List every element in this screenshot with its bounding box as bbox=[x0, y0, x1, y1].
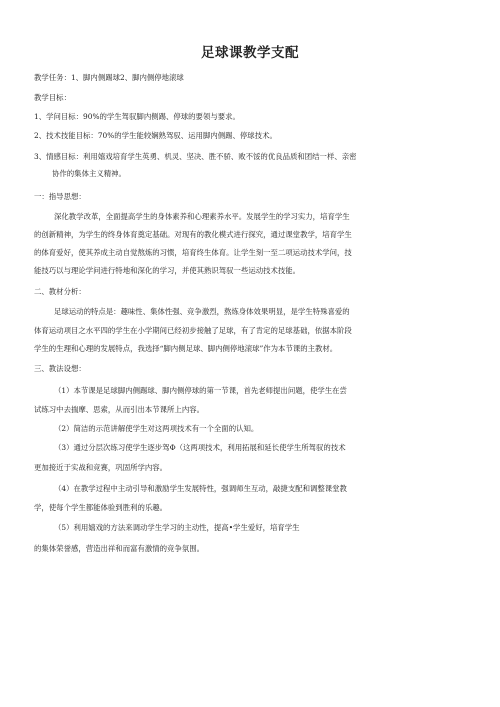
skill-goal: 2、技术技能目标：70%的学生能较娴熟驾驭、运用脚内侧踢、停球技术。 bbox=[34, 131, 277, 140]
material-line-3: 学生的生理和心理的发展特点，我选择“脚内侧足球、脚内侧停地滚球”作为本节课的主教材。 bbox=[34, 344, 338, 353]
emotion-goal-cont: 协作的集体主义精神。 bbox=[52, 169, 126, 178]
guiding-line-1: 深化教学改革，全面提高学生的身体素养和心理素养水平。发展学生的学习实力，培育学生 bbox=[54, 212, 350, 221]
section-method-idea: 三、教法设想： bbox=[34, 364, 86, 373]
method-2: （2）简洁的示范讲解使学生对这两项技术有一个全面的认知。 bbox=[54, 424, 259, 433]
method-5-line-2: 的集体荣誉感，营造出祥和而富有激情的竞争氛围。 bbox=[34, 544, 204, 553]
material-line-2: 体育运动项目之水平四的学生在小学期间已经初步接触了足球，有了肯定的足球基础，依据本阶段 bbox=[34, 326, 352, 335]
guiding-line-2: 的创新精神，为学生的终身体育奠定基础。对现有的教化模式进行探究，通过课堂教学，培育学生 bbox=[34, 230, 352, 239]
guiding-line-3: 的体育爱好，使其养成主动自觉熬炼的习惯，培育终生体育。让学生刻一至二项运动技术学问，技 bbox=[34, 248, 352, 257]
guiding-line-4: 能技巧以与理论学问进行特地和深化的学习，并使其熟识驾驭一些运动技术技能。 bbox=[34, 266, 301, 275]
teaching-goals-heading: 教学目标： bbox=[34, 93, 71, 102]
section-guiding-idea: 一：指导思想： bbox=[34, 192, 86, 201]
knowledge-goal: 1、学问目标：90%的学生驾驭脚内侧踢、停球的要领与要求。 bbox=[34, 112, 240, 121]
teaching-task: 教学任务：1、脚内侧踢球2、脚内侧停地滚球 bbox=[34, 73, 184, 82]
emotion-goal: 3、情感目标：利用嬉戏培育学生英勇、机灵、坚决、胜不骄、败不馁的优良品质和团结一样、亲密 bbox=[34, 152, 357, 161]
method-5-line-1: （5）利用嬉戏的方法来调动学生学习的主动性，提高•学生爱好，培育学生 bbox=[54, 523, 300, 532]
method-1-line-2: 试练习中去揣摩、思索，从而引出本节课所上内容。 bbox=[34, 405, 204, 414]
method-1-line-1: （1）本节课是足球脚内侧踢球、脚内侧停球的第一节课，首先老师提出问题，使学生在尝 bbox=[54, 386, 347, 395]
material-line-1: 足球运动的特点是：趣味性、集体性强、竞争激烈，熬炼身体效果明显，是学生特殊喜爱的 bbox=[54, 307, 350, 316]
method-3-line-1: （3）通过分层次练习使学生逐步驾Φ（这两项技术，利用拓展和延长使学生所驾驭的技术 bbox=[54, 443, 346, 452]
method-4-line-2: 学，使每个学生都能体验到胜利的乐趣。 bbox=[34, 503, 168, 512]
method-3-line-2: 更加接近于实战和竞赛，巩固所学内容。 bbox=[34, 463, 168, 472]
document-title: 足球课教学支配 bbox=[201, 45, 299, 61]
section-material-analysis: 二、教材分析： bbox=[34, 287, 86, 296]
method-4-line-1: （4）在教学过程中主动引导和激励学生发展特性，强调师生互动，敲捷支配和调整课堂教 bbox=[54, 484, 347, 493]
